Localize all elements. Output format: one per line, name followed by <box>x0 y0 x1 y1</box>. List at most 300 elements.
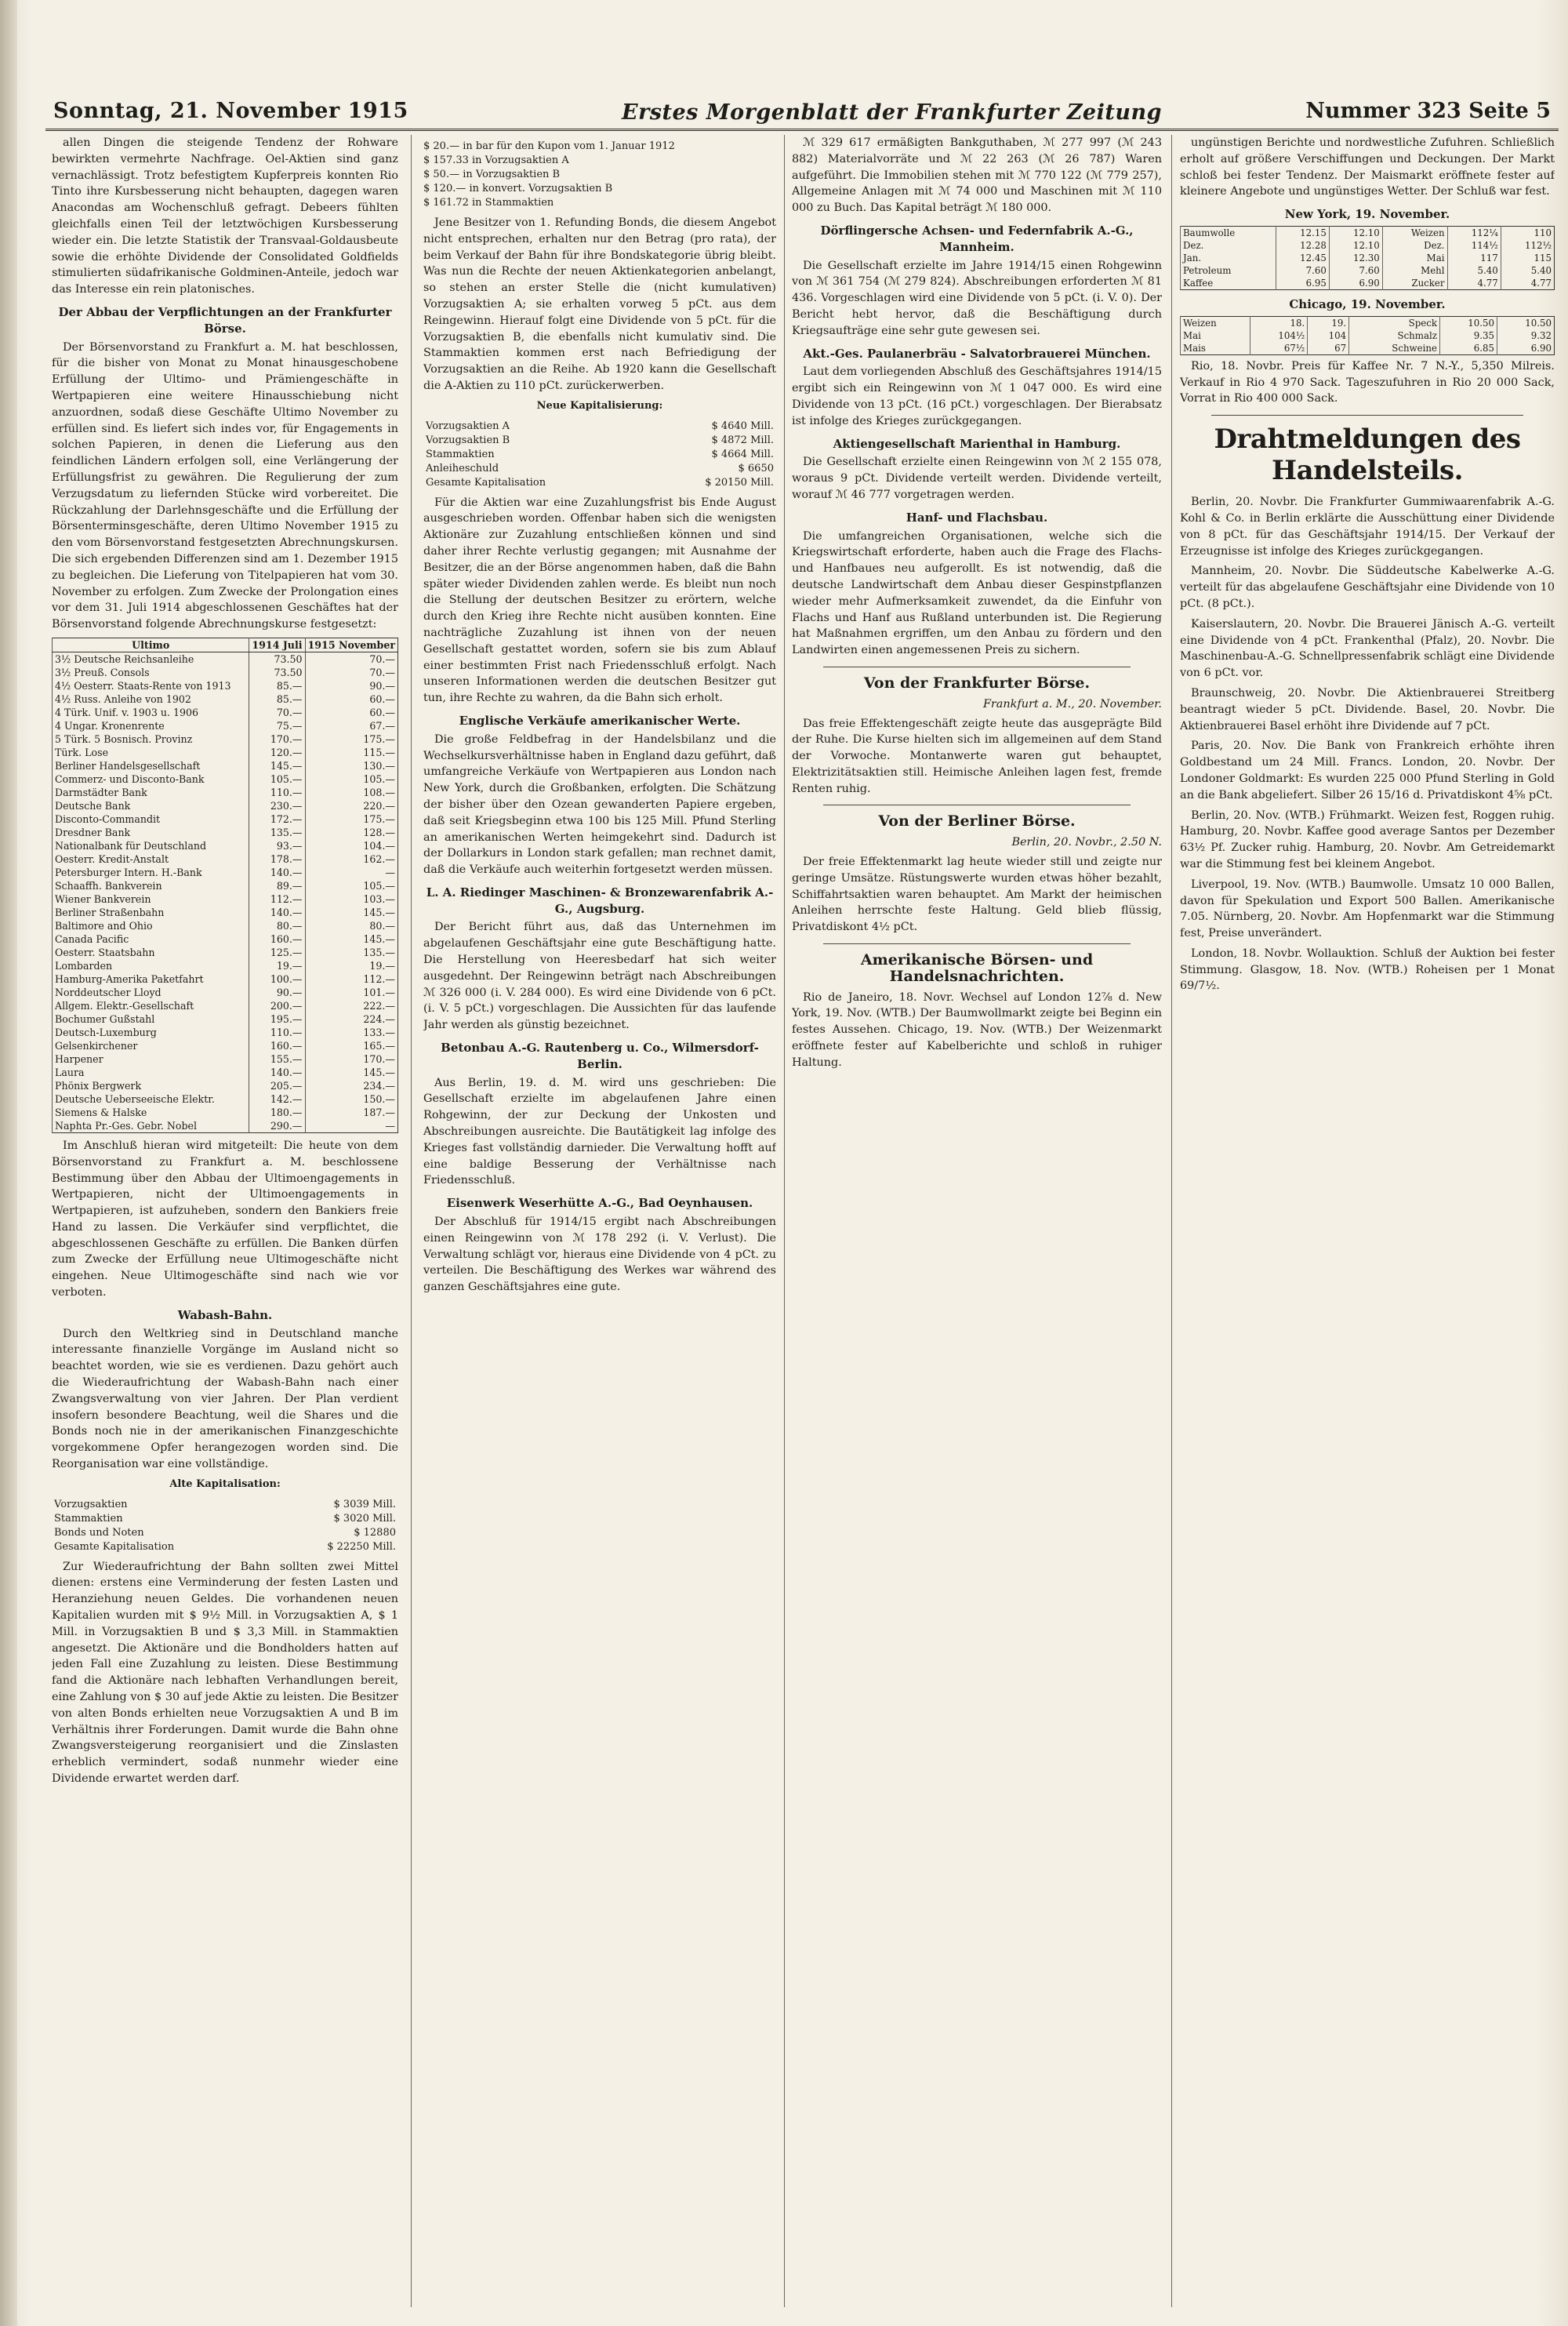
table-cell: 175.— <box>305 732 397 746</box>
table-cell: 112½ <box>1501 239 1554 252</box>
table-cell: Stammaktien <box>54 1512 123 1525</box>
table-cell: 145.— <box>305 932 397 946</box>
table-header: 1914 Juli <box>249 638 305 652</box>
page-binding <box>0 0 17 2326</box>
table-cell: Lombarden <box>53 959 249 972</box>
section-headline: Drahtmeldungen des Handelsteils. <box>1214 423 1521 487</box>
table-cell: 100.— <box>249 972 305 986</box>
new-york-market-table <box>1180 226 1555 290</box>
table-cell: 135.— <box>305 946 397 959</box>
table-cell: 5 Türk. 5 Bosnisch. Provinz <box>53 732 249 746</box>
table-row <box>1181 277 1555 290</box>
table-cell: 170.— <box>305 1052 397 1066</box>
table-cell: 200.— <box>249 999 305 1012</box>
table-cell: $ 6650 <box>738 462 774 474</box>
table-cell: $ 22250 Mill. <box>327 1540 396 1553</box>
table-cell: 104.— <box>305 839 397 852</box>
article-text: London, 18. Novbr. Wollauktion. Schluß der Auktion bei fester Stimmung. Glasgow, 18. Nov. (WTB.) Roheisen per 1 Monat 69/7½. <box>1180 947 1555 993</box>
table-row <box>53 946 398 959</box>
table-row <box>53 919 398 932</box>
table-cell: Jan. <box>1181 252 1276 264</box>
table-cell: 67.— <box>305 719 397 732</box>
table-cell: Vorzugsaktien B <box>426 434 510 446</box>
article-text: Die umfangreichen Organisationen, welche sich die Kriegswirtschaft erforderte, haben auch die Frage des Flachs- und Hanfbaues neu aufgerollt. Es ist notwendig, daß die deutsche Landwirtschaft dem Anbau dieser Gespinstpflanzen wieder mehr Aufmerksamkeit zuwendet, da die Einfuhr von Flachs und Hanf aus Rußland unterbunden ist. Die Regierung hat Maßnahmen ergriffen, um den Anbau zu fördern und den Landwirten einen angemessenen Preis zu sichern. <box>792 529 1162 657</box>
article-text: Liverpool, 19. Nov. (WTB.) Baumwolle. Umsatz 10 000 Ballen, davon für Spekulation und Export 500 Ballen. Amerikanische 7.05. Nürnberg, 20. Novbr. Am Hopfenmarkt war die Stimmung fest, Preise unverändert. <box>1180 878 1555 940</box>
table-cell: 90.— <box>305 679 397 692</box>
table-cell: 115 <box>1501 252 1554 264</box>
article-text: Die Gesellschaft erzielte einen Reingewinn von ℳ 2 155 078, woraus 9 pCt. Dividende verteilt werden. Dividende verteilt, worauf ℳ 46 777 vorgetragen werden. <box>792 456 1162 501</box>
table-row <box>52 1512 398 1526</box>
table-cell: 140.— <box>249 906 305 919</box>
table-cell: Berliner Straßenbahn <box>53 906 249 919</box>
table-cell: Weizen <box>1382 226 1447 239</box>
table-row <box>53 692 398 706</box>
table-cell: Anleiheschuld <box>426 462 499 474</box>
table-cell: 128.— <box>305 826 397 839</box>
table-cell: 4.77 <box>1447 277 1501 290</box>
table-cell: 145.— <box>305 906 397 919</box>
table-cell: 103.— <box>305 892 397 906</box>
table-cell: 93.— <box>249 839 305 852</box>
table-cell: 224.— <box>305 1012 397 1026</box>
table-row <box>53 759 398 772</box>
table-header: 1915 November <box>305 638 397 652</box>
table-cell: 5.40 <box>1447 264 1501 277</box>
table-row <box>53 932 398 946</box>
masthead-page-number: Nummer 323 Seite 5 <box>1305 99 1551 123</box>
table-cell: 160.— <box>249 932 305 946</box>
table-cell: 67½ <box>1250 342 1307 355</box>
table-row <box>53 1026 398 1039</box>
table-row <box>53 906 398 919</box>
table-row <box>423 434 776 448</box>
article-text: Berlin, 20. Novbr. Die Frankfurter Gummiwaarenfabrik A.-G. Kohl & Co. in Berlin erklärte die Ausschüttung einer Dividende von 8 pCt. für das Geschäftsjahr 1914/15. Der Verkauf der Erzeugnisse ist infolge des Krieges zurückgegangen. <box>1180 496 1555 558</box>
table-cell: 195.— <box>249 1012 305 1026</box>
table-cell: Baltimore and Ohio <box>53 919 249 932</box>
table-cell: Türk. Lose <box>53 746 249 759</box>
table-row <box>53 1092 398 1106</box>
table-cell: 140.— <box>249 1066 305 1079</box>
table-row <box>52 1526 398 1540</box>
article-text: Der Börsenvorstand zu Frankfurt a. M. hat beschlossen, für die bisher von Monat zu Monat hinausgeschobene Erfüllung der Ultimo- und Prämiengeschäfte in Wertpapieren eine weitere Hinausschiebung nicht anzuordnen, sodaß diese Geschäfte Ultimo November zu erfüllen sind. Es liefert sich indes vor, für Engagements in solchen Papieren, in denen die Lieferung aus den feindlichen Ländern erfolgen soll, eine Verlängerung der Erfüllungsfrist zu gewähren. Die Regulierung der zum Verzugsdatum zu liefernden Stücke wird vorbereitet. Die Rückzahlung der Darlehnsgeschäfte und die Erfüllung der Börsenterminsgeschäfte, deren Ultimo November 1915 zu den vom Börsenvorstand festgesetzten Abrechnungskursen. Die sich ergebenden Differenzen sind am 1. Dezember 1915 zu begleichen. Die Lieferung von Titelpapieren hat vom 30. November zu erfolgen. Zum Zwecke der Prolongation eines vor dem 31. Juli 1914 abgeschlossenen Geschäftes hat der Börsenvorstand folgende Abrechnungskurse festgesetzt: <box>52 340 398 631</box>
table-cell: $ 4872 Mill. <box>711 434 774 446</box>
table-cell: 125.— <box>249 946 305 959</box>
article-text: Durch den Weltkrieg sind in Deutschland manche interessante finanzielle Vorgänge im Ausland nicht so beachtet worden, wie sie es verdienen. Dazu gehört auch die Wiederaufrichtung der Wabash-Bahn nach einer Zwangsverwaltung von vier Jahren. Der Plan verdient insofern besondere Beachtung, weil die Shares und die Bonds noch nie in der amerikanischen Finanzgeschichte vorgekommene Opfer herangezogen worden sind. Die Reorganisation war eine vollständige. <box>52 1327 398 1471</box>
article-heading: Betonbau A.-G. Rautenberg u. Co., Wilmersdorf-Berlin. <box>441 1041 759 1071</box>
section-heading: Von der Berliner Börse. <box>878 812 1076 830</box>
table-cell: 110.— <box>249 786 305 799</box>
capitalisation-caption: Neue Kapitalisierung: <box>536 399 663 412</box>
article-text: Der Bericht führt aus, daß das Unternehmen im abgelaufenen Geschäftsjahr eine gute Beschäftigung hatte. Die Herstellung von Heeresbedarf hat sich weiter ausgedehnt. Der Reingewinn beträgt nach Abschreibungen ℳ 326 000 (i. V. 284 000). Es wird eine Dividende von 6 pCt. (i. V. 5 pCt.) vorgeschlagen. Die Aussichten für das laufende Jahr werden als günstig bezeichnet. <box>423 921 776 1032</box>
masthead-title: Erstes Morgenblatt der Frankfurter Zeitung <box>622 100 1162 125</box>
table-cell: 70.— <box>305 666 397 679</box>
list-item: $ 120.— in konvert. Vorzugsaktien B <box>423 183 613 194</box>
table-cell: Bonds und Noten <box>54 1526 144 1539</box>
table-cell: 10.50 <box>1497 316 1554 329</box>
table-cell: 90.— <box>249 986 305 999</box>
chicago-market-table <box>1180 316 1555 355</box>
table-row <box>1181 264 1555 277</box>
table-row <box>53 1106 398 1119</box>
table-cell: Laura <box>53 1066 249 1079</box>
table-cell: Deutsche Bank <box>53 799 249 812</box>
table-cell: 120.— <box>249 746 305 759</box>
table-cell: 142.— <box>249 1092 305 1106</box>
table-cell: 12.15 <box>1276 226 1329 239</box>
article-text: Die Gesellschaft erzielte im Jahre 1914/15 einen Rohgewinn von ℳ 361 754 (ℳ 279 824). Abschreibungen erforderten ℳ 81 436. Vorgeschlagen wird eine Dividende von 5 pCt. (i. V. 0). Der Bericht hebt hervor, daß die Beschäftigung durch Kriegsaufträge eine sehr gute gewesen sei. <box>792 259 1162 337</box>
dateline: Berlin, 20. Novbr., 2.50 N. <box>1011 836 1162 849</box>
table-cell: 133.— <box>305 1026 397 1039</box>
table-cell: 9.32 <box>1497 329 1554 342</box>
table-cell: 105.— <box>305 772 397 786</box>
table-cell: 175.— <box>305 812 397 826</box>
table-row <box>53 1039 398 1052</box>
table-cell: Phönix Bergwerk <box>53 1079 249 1092</box>
article-text: Zur Wiederaufrichtung der Bahn sollten zwei Mittel dienen: erstens eine Verminderung der festen Lasten und Heranziehung neuen Geldes. Die vorhandenen neuen Kapitalien wurden mit $ 9½ Mill. in Vorzugsaktien A, $ 1 Mill. in Vorzugsaktien B und $ 3,3 Mill. in Stammaktien angesetzt. Die Aktionäre und die Bondholders hatten auf jeden Fall eine Zuzahlung zu leisten. Diese Bestimmung fand die Aktionäre nach lebhaften Verhandlungen bereit, eine Zahlung von $ 30 auf jede Aktie zu leisten. Die Besitzer von alten Bonds erhielten neue Vorzugsaktien A und B im Verhältnis ihrer Forderungen. Damit wurde die Bahn ohne Zwangsversteigerung reorganisiert und die Zinslasten erheblich vermindert, sodaß nunmehr wieder eine Dividende erwartet werden darf. <box>52 1560 398 1785</box>
table-cell: Mehl <box>1382 264 1447 277</box>
table-row <box>423 462 776 476</box>
table-row <box>53 1066 398 1079</box>
table-cell: 187.— <box>305 1106 397 1119</box>
table-row <box>52 1498 398 1512</box>
article-text: Laut dem vorliegenden Abschluß des Geschäftsjahres 1914/15 ergibt sich ein Reingewinn von ℳ 1 047 000. Es wird eine Dividende von 13 pCt. (16 pCt.) vorgeschlagen. Der Bierabsatz ist infolge des Krieges zurückgegangen. <box>792 365 1162 427</box>
table-cell: Dez. <box>1382 239 1447 252</box>
table-cell: Gesamte Kapitalisation <box>426 476 546 489</box>
table-cell: 6.90 <box>1497 342 1554 355</box>
article-text: Berlin, 20. Nov. (WTB.) Frühmarkt. Weizen fest, Roggen ruhig. Hamburg, 20. Novbr. Kaffee good average Santos per Dezember 63½ Pf. Zucker ruhig. Hamburg, 20. Novbr. Am Getreidemarkt war die Stimmung fest bei kleinem Angebot. <box>1180 809 1555 870</box>
table-row <box>53 986 398 999</box>
table-row <box>53 732 398 746</box>
table-cell: Mai <box>1181 329 1250 342</box>
table-cell: 67 <box>1308 342 1349 355</box>
table-row <box>53 959 398 972</box>
table-cell: 234.— <box>305 1079 397 1092</box>
table-cell: Deutsch-Luxemburg <box>53 1026 249 1039</box>
table-row <box>53 666 398 679</box>
table-cell: 104½ <box>1250 329 1307 342</box>
table-cell: 4.77 <box>1501 277 1554 290</box>
table-row <box>423 448 776 462</box>
table-cell: 5.40 <box>1501 264 1554 277</box>
table-cell: $ 20150 Mill. <box>705 476 774 489</box>
table-cell: 135.— <box>249 826 305 839</box>
table-cell: 9.35 <box>1439 329 1497 342</box>
list-item: $ 161.72 in Stammaktien <box>423 197 554 209</box>
table-cell: 4½ Oesterr. Staats-Rente von 1913 <box>53 679 249 692</box>
table-cell: Baumwolle <box>1181 226 1276 239</box>
table-row <box>53 772 398 786</box>
table-cell: 101.— <box>305 986 397 999</box>
article-text: allen Dingen die steigende Tendenz der Rohware bewirkten vermehrte Nachfrage. Oel-Aktien sind ganz vernachlässigt. Trotz befestigtem Kupferpreis konnten Rio Tinto ihre Kursbesserung nicht behaupten, dagegen waren Anacondas am Wochenschluß gefragt. Debeers fühlten gleichfalls einen Teil der letztwöchigen Kursbesserung wieder ein. Die letzte Statistik der Transvaal-Goldausbeute sowie die erhöhte Dividende der Consolidated Goldfields stimulierten südafrikanische Goldminen-Anteile, jedoch war das Interesse ein rein platonisches. <box>52 136 398 296</box>
column-rule <box>411 135 412 2307</box>
table-cell: Nationalbank für Deutschland <box>53 839 249 852</box>
table-cell: 105.— <box>305 879 397 892</box>
table-row <box>423 476 776 490</box>
table-cell: Darmstädter Bank <box>53 786 249 799</box>
table-cell: Oesterr. Kredit-Anstalt <box>53 852 249 866</box>
table-cell: Schmalz <box>1349 329 1440 342</box>
table-cell: 19.— <box>305 959 397 972</box>
table-row <box>53 1119 398 1133</box>
table-row <box>53 1052 398 1066</box>
article-text: Mannheim, 20. Novbr. Die Süddeutsche Kabelwerke A.-G. verteilt für das abgelaufene Geschäftsjahr eine Dividende von 10 pCt. (8 pCt.). <box>1180 565 1555 610</box>
article-text: Kaiserslautern, 20. Novbr. Die Brauerei Jänisch A.-G. verteilt eine Dividende von 4 pCt. Frankenthal (Pfalz), 20. Novbr. Die Maschinenbau-A.-G. Schnellpressenfabrik schlägt eine Dividende von 6 pCt. vor. <box>1180 617 1555 680</box>
column-rule <box>1171 135 1172 2307</box>
table-cell: 112.— <box>305 972 397 986</box>
table-cell: 150.— <box>305 1092 397 1106</box>
table-header: Ultimo <box>53 638 249 652</box>
article-heading: L. A. Riedinger Maschinen- & Bronzewarenfabrik A.-G., Augsburg. <box>426 885 774 916</box>
table-cell: Bochumer Gußstahl <box>53 1012 249 1026</box>
table-cell: 80.— <box>249 919 305 932</box>
table-cell: Hamburg-Amerika Paketfahrt <box>53 972 249 986</box>
table-row <box>53 1079 398 1092</box>
table-cell: 19.— <box>249 959 305 972</box>
table-cell: Naphta Pr.-Ges. Gebr. Nobel <box>53 1119 249 1133</box>
table-cell: 112¼ <box>1447 226 1501 239</box>
article-text: Braunschweig, 20. Novbr. Die Aktienbrauerei Streitberg beantragt wieder 5 pCt. Dividende. Basel, 20. Novbr. Die Aktienbrauerei Basel erhöht ihre Dividende auf 7 pCt. <box>1180 686 1555 732</box>
new-capitalisation-table <box>423 420 776 490</box>
section-divider <box>1211 415 1523 416</box>
table-cell: Petroleum <box>1181 264 1276 277</box>
table-cell: Gesamte Kapitalisation <box>54 1540 175 1553</box>
table-cell: 110 <box>1501 226 1554 239</box>
table-cell: 6.85 <box>1439 342 1497 355</box>
article-text: Im Anschluß hieran wird mitgeteilt: Die heute von dem Börsenvorstand zu Frankfurt a. M. beschlossene Bestimmung über den Abbau der Ultimoengagements in Wertpapieren, nicht der Ultimoengagements in Wertpapieren, ist aufzuheben, sondern den Bankiers freie Hand zu lassen. Die Verkäufer sind verpflichtet, die abgeschlossenen Geschäfte zu erfüllen. Die Banken dürfen zum Zwecke der Erfüllung neue Ultimogeschäfte nicht eingehen. Neue Ultimogeschäfte sind nach wie vor verboten. <box>52 1139 398 1299</box>
table-cell: — <box>305 1119 397 1133</box>
article-heading: Dörflingersche Achsen- und Federnfabrik A.-G., Mannheim. <box>820 223 1134 254</box>
capitalisation-caption: Alte Kapitalisation: <box>169 1477 281 1490</box>
table-cell: Canada Pacific <box>53 932 249 946</box>
table-cell: Dez. <box>1181 239 1276 252</box>
table-row <box>1181 316 1555 329</box>
table-row <box>53 746 398 759</box>
table-cell: 19. <box>1308 316 1349 329</box>
article-text: Das freie Effektengeschäft zeigte heute das ausgeprägte Bild der Ruhe. Die Kurse hielten sich im allgemeinen auf dem Stand der Vorwoche. Montanwerte waren gut behauptet, Elektrizitätsaktien still. Heimische Anleihen lagen fest, fremde Renten ruhig. <box>792 717 1162 795</box>
article-text: Die große Feldbefrag in der Handelsbilanz und die Wechselkursverhältnisse haben in England dazu geführt, daß umfangreiche Verkäufe von Wertpapieren aus London nach New York, durch die Großbanken, erfolgten. Die Schätzung der bisher über den Ozean gewanderten Papiere ergeben, daß seit Kriegsbeginn etwa 100 bis 125 Mill. Pfund Sterling an amerikanischen Werten heimgekehrt sind. Dadurch ist der Dollarkurs in London stark gefallen; man rechnet damit, daß die Verkäufe auch weiterhin fortgesetzt werden müssen. <box>423 732 776 877</box>
table-cell: Petersburger Intern. H.-Bank <box>53 866 249 879</box>
list-item: $ 20.— in bar für den Kupon vom 1. Januar 1912 <box>423 140 675 152</box>
table-cell: $ 3039 Mill. <box>333 1498 396 1510</box>
table-cell: 80.— <box>305 919 397 932</box>
table-cell: 145.— <box>249 759 305 772</box>
table-row <box>53 892 398 906</box>
table-cell: 117 <box>1447 252 1501 264</box>
table-cell: 4 Ungar. Kronenrente <box>53 719 249 732</box>
article-text: Rio, 18. Novbr. Preis für Kaffee Nr. 7 N.-Y., 5,350 Milreis. Verkauf in Rio 4 970 Sack. Tageszufuhren in Rio 20 000 Sack, Vorrat in Rio 400 000 Sack. <box>1180 359 1555 405</box>
column-4 <box>1180 135 1555 2315</box>
table-cell: 3½ Preuß. Consols <box>53 666 249 679</box>
article-text: Für die Aktien war eine Zuzahlungsfrist bis Ende August ausgeschrieben worden. Offenbar haben sich die wenigsten Aktionäre zur Zuzahlung entschließen können und sind daher ihrer Rechte verlustig gegangen; mit Ausnahme der Besitzer, die an der Börse angenommen haben, daß die Bahn später wieder Dividenden zahlen werde. Es bleibt nun noch die Stellung der deutschen Besitzer zu erörtern, welche durch den Krieg ihre Rechte nicht ausüben konnten. Eine nachträgliche Zuzahlung ist ihnen von der neuen Gesellschaft gestattet worden, sofern sie bis zum Ablauf einer bestimmten Frist nach Friedensschluß erfolgt. Nach unseren Informationen werden die deutschen Besitzer gut tun, ihre Rechte zu wahren, da die Bahn sich erholt. <box>423 496 776 705</box>
table-row <box>53 706 398 719</box>
table-cell: Commerz- und Disconto-Bank <box>53 772 249 786</box>
table-row <box>52 1540 398 1554</box>
list-item: $ 50.— in Vorzugsaktien B <box>423 169 561 180</box>
table-cell: 105.— <box>249 772 305 786</box>
article-text: Rio de Janeiro, 18. Novr. Wechsel auf London 12⅞ d. New York, 19. Nov. (WTB.) Der Baumwollmarkt zeigte bei Beginn ein festes Aussehen. Chicago, 19. Nov. (WTB.) Der Weizenmarkt eröffnete fester auf Kabelberichte und schloß in ruhiger Haltung. <box>792 990 1162 1069</box>
table-cell: 12.10 <box>1329 239 1382 252</box>
bond-offer-list <box>423 140 776 210</box>
table-cell: 3½ Deutsche Reichsanleihe <box>53 652 249 666</box>
table-cell: 108.— <box>305 786 397 799</box>
table-row <box>53 972 398 986</box>
table-cell: 7.60 <box>1329 264 1382 277</box>
article-text: Jene Besitzer von 1. Refunding Bonds, die diesem Angebot nicht entsprechen, erhalten nur den Betrag (pro rata), der beim Verkauf der Bahn für ihre Bondskategorie übrig bleibt. Was nun die Rechte der neuen Aktienkategorien anbelangt, so stehen an erster Stelle die (nicht kumulativen) Vorzugsaktien A; sie erhalten vorweg 5 pCt. aus dem Reingewinn. Hierauf folgt eine Dividende von 5 pCt. für die Vorzugsaktien B, die ebenfalls nicht kumulativ sind. Die Stammaktien kommen erst nach Befriedigung der Vorzugsaktien an die Reihe. Ab 1920 kann die Gesellschaft die A-Aktien zu 110 pCt. zurückerwerben. <box>423 216 776 392</box>
table-cell: Allgem. Elektr.-Gesellschaft <box>53 999 249 1012</box>
table-row <box>53 879 398 892</box>
article-heading: Englische Verkäufe amerikanischer Werte. <box>459 713 741 728</box>
table-cell: Vorzugsaktien A <box>426 420 510 432</box>
table-cell: Schweine <box>1349 342 1440 355</box>
list-item: $ 157.33 in Vorzugsaktien A <box>423 154 569 166</box>
article-heading: Hanf- und Flachsbau. <box>906 510 1048 525</box>
table-cell: 172.— <box>249 812 305 826</box>
table-cell: 12.10 <box>1329 226 1382 239</box>
table-cell: 155.— <box>249 1052 305 1066</box>
table-cell: Deutsche Ueberseeische Elektr. <box>53 1092 249 1106</box>
table-cell: $ 4664 Mill. <box>711 448 774 460</box>
article-text: Aus Berlin, 19. d. M. wird uns geschrieben: Die Gesellschaft erzielte im abgelaufenen Jahre einen Rohgewinn, der zur Deckung der Unkosten und Abschreibungen ausreichte. Die Bautätigkeit lag infolge des Krieges fast vollständig darnieder. Die Verwaltung hofft auf eine baldige Besserung der Verhältnisse nach Friedensschluß. <box>423 1076 776 1187</box>
table-cell: 230.— <box>249 799 305 812</box>
table-cell: 290.— <box>249 1119 305 1133</box>
table-cell: 75.— <box>249 719 305 732</box>
table-cell: 104 <box>1308 329 1349 342</box>
article-heading: Eisenwerk Weserhütte A.-G., Bad Oeynhausen. <box>446 1196 753 1211</box>
table-row <box>53 826 398 839</box>
table-cell: Norddeutscher Lloyd <box>53 986 249 999</box>
table-row <box>53 786 398 799</box>
table-cell: Vorzugsaktien <box>54 1498 128 1510</box>
table-cell: Berliner Handelsgesellschaft <box>53 759 249 772</box>
table-row <box>53 652 398 666</box>
table-cell: 115.— <box>305 746 397 759</box>
table-cell: 4½ Russ. Anleihe von 1902 <box>53 692 249 706</box>
column-1 <box>52 135 398 2315</box>
table-row <box>1181 252 1555 264</box>
table-cell: Stammaktien <box>426 448 495 460</box>
table-row <box>53 799 398 812</box>
table-cell: 12.30 <box>1329 252 1382 264</box>
table-cell: Disconto-Commandit <box>53 812 249 826</box>
table-row <box>53 679 398 692</box>
table-cell: 12.28 <box>1276 239 1329 252</box>
table-cell: 4 Türk. Unif. v. 1903 u. 1906 <box>53 706 249 719</box>
table-cell: 70.— <box>305 652 397 666</box>
table-row <box>1181 239 1555 252</box>
table-cell: 6.95 <box>1276 277 1329 290</box>
table-cell: $ 3020 Mill. <box>333 1512 396 1525</box>
table-cell: Oesterr. Staatsbahn <box>53 946 249 959</box>
table-cell: 73.50 <box>249 652 305 666</box>
table-cell: 18. <box>1250 316 1307 329</box>
table-cell: 178.— <box>249 852 305 866</box>
table-cell: 145.— <box>305 1066 397 1079</box>
table-cell: 220.— <box>305 799 397 812</box>
table-cell: 130.— <box>305 759 397 772</box>
table-row <box>53 839 398 852</box>
market-heading: New York, 19. November. <box>1284 207 1450 222</box>
article-heading: Wabash-Bahn. <box>177 1307 273 1322</box>
table-cell: 110.— <box>249 1026 305 1039</box>
table-cell: $ 12880 <box>354 1526 396 1539</box>
old-capitalisation-table <box>52 1498 398 1554</box>
table-cell: 7.60 <box>1276 264 1329 277</box>
table-row <box>53 999 398 1012</box>
table-row <box>53 812 398 826</box>
table-row <box>1181 342 1555 355</box>
column-2 <box>423 135 776 2315</box>
article-text: Der freie Effektenmarkt lag heute wieder still und zeigte nur geringe Umsätze. Rüstungswerte wurden etwas höher bezahlt, Schiffahrtsaktien waren behauptet. Am Markt der heimischen Anleihen herrschte feste Haltung. Geld blieb flüssig, Privatdiskont 4½ pCt. <box>792 856 1162 934</box>
section-heading: Amerikanische Börsen- und Handelsnachrichten. <box>860 951 1094 985</box>
column-rule <box>784 135 785 2307</box>
table-cell: 114½ <box>1447 239 1501 252</box>
table-cell: Weizen <box>1181 316 1250 329</box>
table-cell: — <box>305 866 397 879</box>
table-row <box>53 719 398 732</box>
section-divider <box>823 943 1131 944</box>
table-cell: Mais <box>1181 342 1250 355</box>
table-row <box>53 1012 398 1026</box>
table-cell: 6.90 <box>1329 277 1382 290</box>
table-cell: 170.— <box>249 732 305 746</box>
table-cell: $ 4640 Mill. <box>711 420 774 432</box>
table-cell: 180.— <box>249 1106 305 1119</box>
market-heading: Chicago, 19. November. <box>1289 296 1446 311</box>
table-cell: 60.— <box>305 692 397 706</box>
table-cell: Gelsenkirchener <box>53 1039 249 1052</box>
table-cell: 162.— <box>305 852 397 866</box>
table-cell: 160.— <box>249 1039 305 1052</box>
table-cell: Wiener Bankverein <box>53 892 249 906</box>
table-row <box>423 420 776 434</box>
table-cell: Dresdner Bank <box>53 826 249 839</box>
table-cell: 112.— <box>249 892 305 906</box>
table-cell: 73.50 <box>249 666 305 679</box>
table-cell: 140.— <box>249 866 305 879</box>
table-cell: Speck <box>1349 316 1440 329</box>
table-cell: Mai <box>1382 252 1447 264</box>
table-cell: 60.— <box>305 706 397 719</box>
section-heading: Von der Frankfurter Börse. <box>863 674 1091 692</box>
table-cell: 165.— <box>305 1039 397 1052</box>
table-cell: Zucker <box>1382 277 1447 290</box>
table-cell: 89.— <box>249 879 305 892</box>
table-cell: 222.— <box>305 999 397 1012</box>
table-cell: Schaaffh. Bankverein <box>53 879 249 892</box>
article-text: Der Abschluß für 1914/15 ergibt nach Abschreibungen einen Reingewinn von ℳ 178 292 (i. V. Verlust). Die Verwaltung schlägt vor, hieraus eine Dividende von 4 pCt. zu verteilen. Die Beschäftigung des Werkes war während des ganzen Geschäftsjahres eine gute. <box>423 1216 776 1294</box>
article-heading: Aktiengesellschaft Marienthal in Hamburg. <box>833 436 1121 451</box>
table-cell: 12.45 <box>1276 252 1329 264</box>
article-heading: Der Abbau der Verpflichtungen an der Frankfurter Börse. <box>58 304 392 336</box>
article-text: Paris, 20. Nov. Die Bank von Frankreich erhöhte ihren Goldbestand um 24 Mill. Francs. London, 20. Novbr. Der Londoner Goldmarkt: Es wurden 225 000 Pfund Sterling in Gold an die Bank abgeliefert. Silber 26 15/16 d. Privatdiskont 4⅝ pCt. <box>1180 740 1555 801</box>
table-row <box>53 852 398 866</box>
article-text: ungünstigen Berichte und nordwestliche Zufuhren. Schließlich erholt auf größere Verschiffungen und Deckungen. Der Markt schloß bei fester Tendenz. Der Maismarkt eröffnete fester auf kleinere Angebote und ungünstiges Wetter. Der Schluß war fest. <box>1180 136 1555 198</box>
table-cell: 85.— <box>249 692 305 706</box>
table-cell: Harpener <box>53 1052 249 1066</box>
table-cell: Siemens & Halske <box>53 1106 249 1119</box>
column-3 <box>792 135 1162 2315</box>
table-cell: 70.— <box>249 706 305 719</box>
table-row <box>1181 329 1555 342</box>
masthead <box>45 96 1559 131</box>
article-text: ℳ 329 617 ermäßigten Bankguthaben, ℳ 277 997 (ℳ 243 882) Materialvorräte und ℳ 22 263 (ℳ 26 787) Waren aufgeführt. Die Immobilien stehen mit ℳ 770 122 (ℳ 779 257), Allgemeine Anlagen mit ℳ 74 000 und Maschinen mit ℳ 110 000 zu Buch. Das Kapital beträgt ℳ 180 000. <box>792 136 1162 215</box>
table-row <box>1181 226 1555 239</box>
table-cell: 10.50 <box>1439 316 1497 329</box>
table-cell: 205.— <box>249 1079 305 1092</box>
table-row <box>53 866 398 879</box>
dateline: Frankfurt a. M., 20. November. <box>982 697 1162 711</box>
table-cell: 85.— <box>249 679 305 692</box>
